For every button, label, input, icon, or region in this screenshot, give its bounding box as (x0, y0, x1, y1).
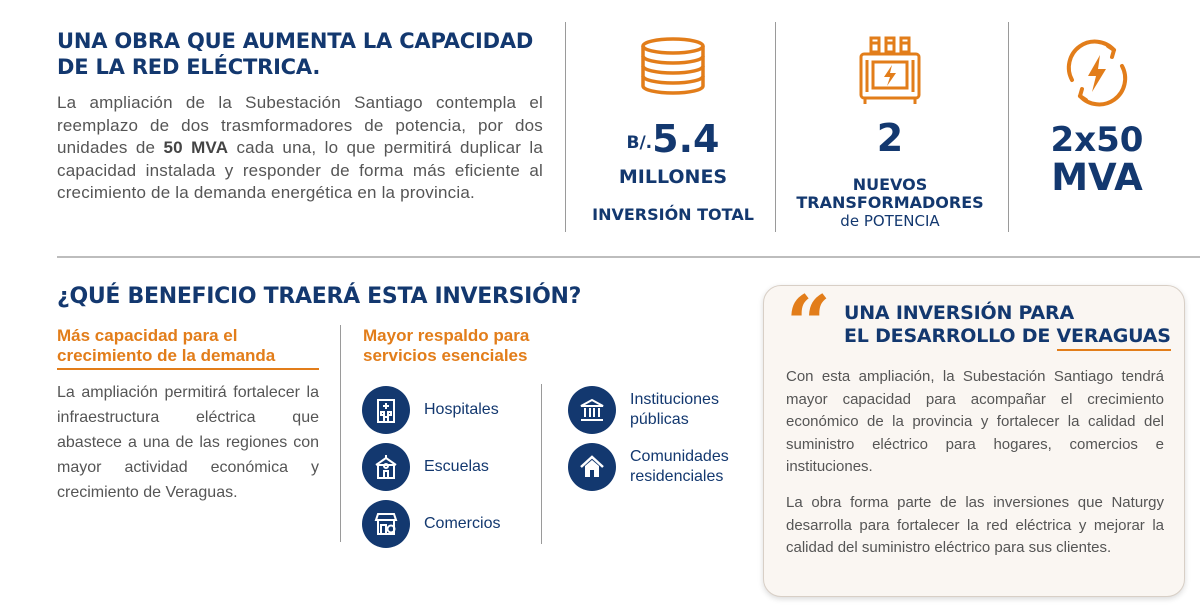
quote-paragraph: Con esta ampliación, la Subestación Santiago tendrá mayor capacidad para acompañar el crecimiento económico de la provincia y fortalecer la calidad del suministro eléctrico para hogares, comercios e instituciones. (786, 368, 1164, 475)
store-icon (362, 500, 410, 548)
quote-title-highlight: VERAGUAS (1057, 325, 1171, 351)
transformer-icon (780, 34, 1000, 106)
intro-text-bold: 50 MVA (163, 138, 229, 157)
service-label-line2: públicas (630, 411, 689, 428)
capacity-heading-line2: crecimiento de la demanda (57, 346, 276, 365)
capacity-paragraph: La ampliación permitirá fortalecer la infraestructura eléctrica que abastece a una de las regiones con mayor actividad económica y crecimiento de Veraguas. (57, 384, 319, 501)
intro-text-start: La ampliación de la Subestación Santiago contempla el reemplazo de dos trasmformadores de potencia, por dos unidades de (57, 93, 543, 157)
service-label (630, 390, 719, 430)
quote-box (763, 279, 1185, 597)
divider (541, 384, 542, 544)
investment-amount: 5.4 (652, 117, 720, 161)
section-title-line2: DE LA RED ELÉCTRICA. (57, 55, 321, 79)
service-item-public-institutions (568, 386, 719, 434)
capacity-line2: MVA (1051, 156, 1143, 199)
section-title (57, 28, 557, 80)
capacity-line1: 2x50 (1050, 120, 1144, 160)
coins-icon (578, 36, 768, 102)
energy-cycle-icon (1012, 36, 1182, 112)
service-label-line1: Comunidades (630, 448, 729, 465)
investment-stat (578, 36, 768, 224)
service-label: Escuelas (424, 458, 489, 475)
public-building-icon (568, 386, 616, 434)
intro-text-end: cada una, lo que permitirá duplicar la capacidad instalada y responder de forma más eficiente al crecimiento de la demanda energética en la provincia. (57, 138, 544, 202)
quote-title-line2: EL DESARROLLO DE (844, 325, 1057, 347)
section-title-line1: UNA OBRA QUE AUMENTA LA CAPACIDAD (57, 29, 534, 53)
quote-title-line1: UNA INVERSIÓN PARA (844, 302, 1074, 324)
transformers-line3: de POTENCIA (840, 212, 940, 230)
services-heading (363, 326, 529, 366)
investment-unit: MILLONES (618, 166, 728, 188)
intro-paragraph (57, 92, 543, 205)
capacity-stat (1012, 36, 1182, 198)
divider (565, 22, 566, 232)
quote-title (844, 302, 1171, 348)
school-icon (362, 443, 410, 491)
service-label: Hospitales (424, 401, 499, 418)
divider (775, 22, 776, 232)
transformers-stat (780, 34, 1000, 230)
service-item-residential (568, 443, 729, 491)
service-label (630, 447, 729, 487)
quote-icon: “ (786, 279, 831, 370)
house-icon (568, 443, 616, 491)
investment-label: INVERSIÓN TOTAL (592, 205, 754, 224)
section-separator (57, 256, 1200, 258)
service-label-line2: residenciales (630, 468, 724, 485)
capacity-heading (57, 326, 275, 366)
services-heading-line2: servicios esenciales (363, 346, 528, 365)
service-item-stores (362, 500, 500, 548)
quote-paragraph: La obra forma parte de las inversiones que Naturgy desarrolla para fortalecer la red eléctrica y mejorar la calidad del suministro eléctrico para sus clientes. (786, 494, 1164, 556)
heading-underline (57, 368, 319, 370)
service-label: Comercios (424, 515, 501, 532)
benefits-title: ¿QUÉ BENEFICIO TRAERÁ ESTA INVERSIÓN? (57, 284, 582, 309)
service-item-hospitals (362, 386, 499, 434)
transformers-line1: NUEVOS (852, 175, 928, 194)
capacity-heading-line1: Más capacidad para el (57, 326, 238, 345)
service-item-schools (362, 443, 489, 491)
services-heading-line1: Mayor respaldo para (363, 326, 530, 345)
currency-symbol: B/. (626, 133, 653, 153)
transformers-count: 2 (876, 116, 904, 160)
hospital-icon (362, 386, 410, 434)
service-label-line1: Instituciones (630, 391, 719, 408)
divider (340, 325, 341, 542)
transformers-line2: TRANSFORMADORES (796, 193, 984, 212)
divider (1008, 22, 1009, 232)
